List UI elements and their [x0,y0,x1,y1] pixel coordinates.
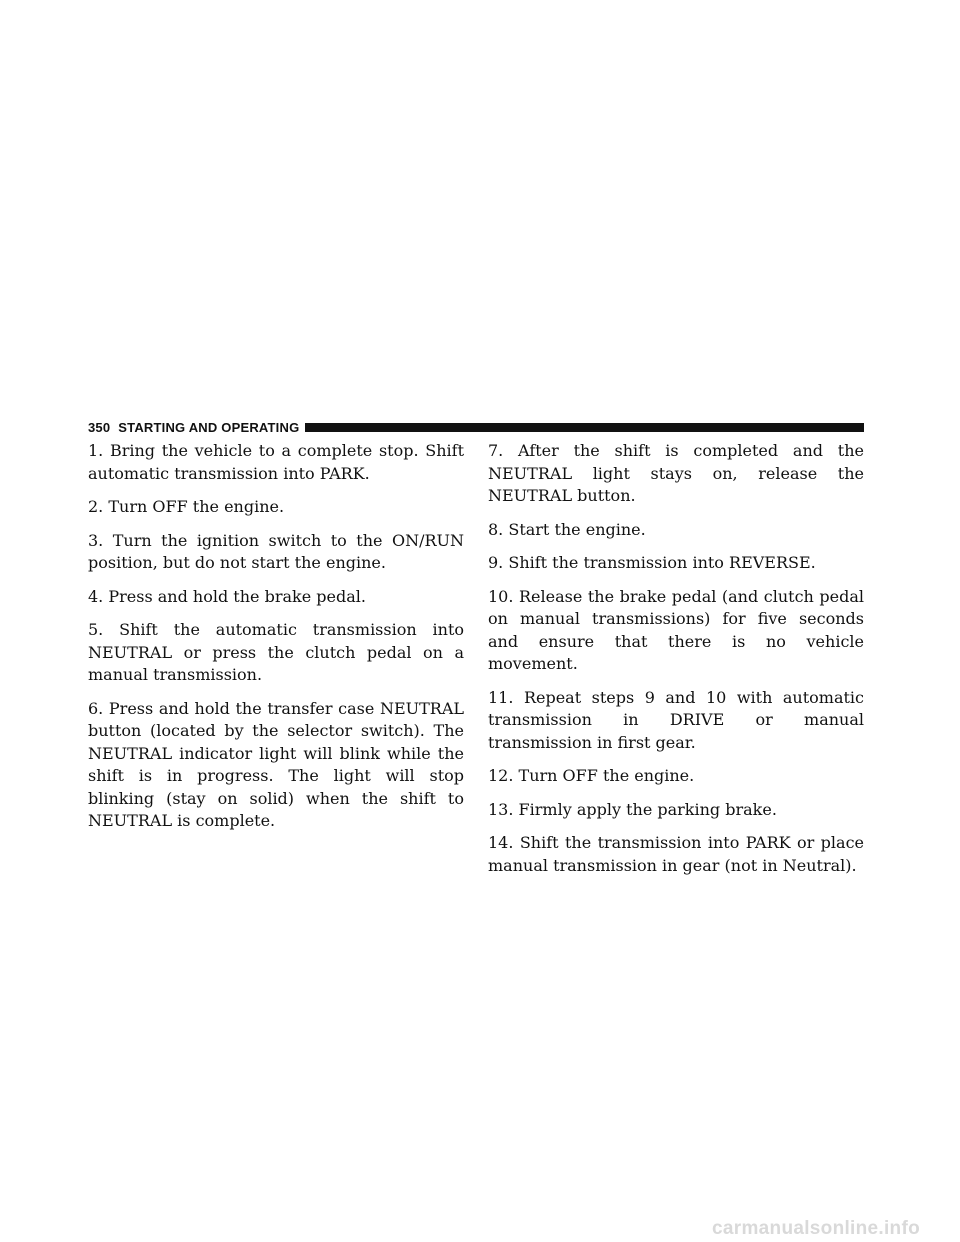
step-4: 4. Press and hold the brake pedal. [88,586,366,606]
left-column [88,440,464,844]
step-3: 3. Turn the ignition switch to the ON/RUN position, but do not start the engine. [88,530,464,572]
step-5: 5. Shift the automatic transmission into NEUTRAL or press the clutch pedal on a manual transmission. [88,620,464,684]
section-title: STARTING AND OPERATING [118,419,300,435]
step-6: 6. Press and hold the transfer case NEUTRAL button (located by the selector switch). The NEUTRAL indicator light will blink while the shift is in progress. The light will stop blinking (stay on solid) when the shift to NEUTRAL is complete. [88,698,464,830]
page-number: 350 [88,419,111,435]
step-10: 10. Release the brake pedal (and clutch pedal on manual transmissions) for five seconds and ensure that there is no vehicle movement. [488,586,864,673]
page-header [88,418,864,436]
step-8: 8. Start the engine. [488,519,646,539]
header-rule [305,423,864,432]
step-13: 13. Firmly apply the parking brake. [488,799,777,819]
step-12: 12. Turn OFF the engine. [488,766,695,785]
step-7: 7. After the shift is completed and the NEUTRAL light stays on, release the NEUTRAL button. [488,441,864,505]
step-1: 1. Bring the vehicle to a complete stop. Shift automatic transmission into PARK. [88,441,464,483]
site-watermark: carmanualsonline.info [712,1218,920,1239]
step-2: 2. Turn OFF the engine. [88,497,285,516]
step-14: 14. Shift the transmission into PARK or place manual transmission in gear (not in Neutral). [488,833,864,875]
step-11: 11. Repeat steps 9 and 10 with automatic transmission in DRIVE or manual transmission in first gear. [488,687,864,752]
step-9: 9. Shift the transmission into REVERSE. [488,553,816,572]
right-column [488,440,864,888]
